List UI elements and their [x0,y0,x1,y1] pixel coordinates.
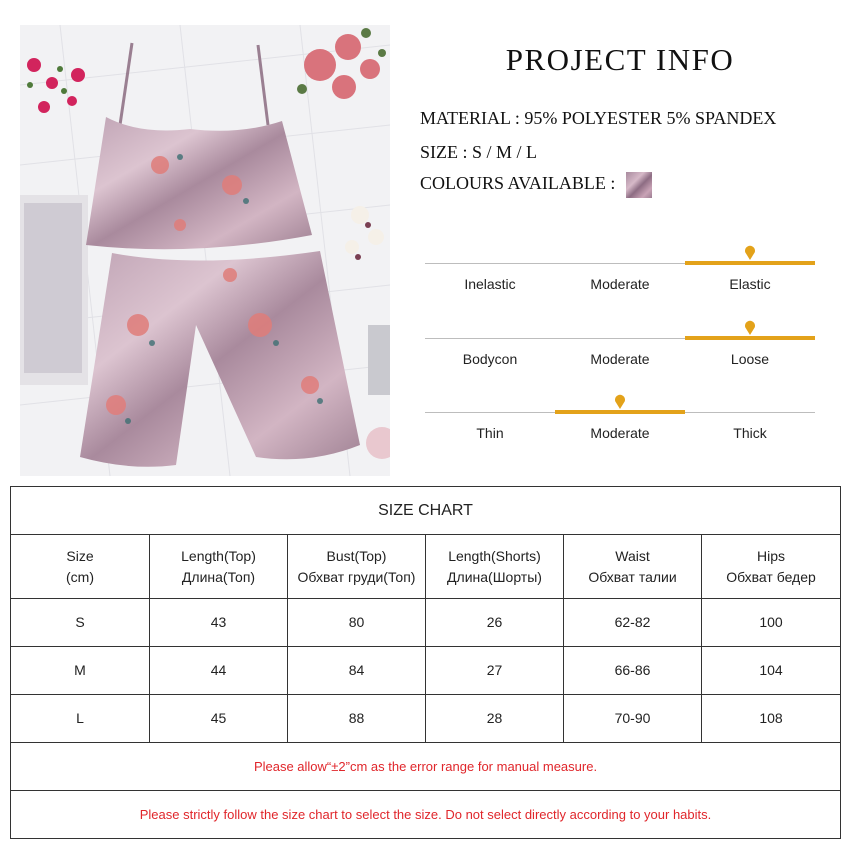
table-cell: 62-82 [564,599,702,647]
colours-label: COLOURS AVAILABLE : [420,173,616,194]
table-cell: 84 [288,647,426,695]
material-label: MATERIAL : [420,108,520,128]
table-row [11,647,841,695]
header-bust-top: Bust(Top) Обхват груди(Топ) [288,535,426,599]
header-hips: Hips Обхват бедер [702,535,841,599]
table-cell: 27 [426,647,564,695]
product-photo [20,25,390,476]
size-line [420,142,537,163]
header-length-shorts: Length(Shorts) Длина(Шорты) [426,535,564,599]
project-info-title: PROJECT INFO [505,42,735,77]
table-cell: 80 [288,599,426,647]
location-pin-icon [744,320,756,335]
table-cell: S [11,599,150,647]
table-cell: 100 [702,599,841,647]
table-cell: 28 [426,695,564,743]
location-pin-icon [614,394,626,409]
scale-label-middle: Moderate [590,351,650,367]
thickness-scale [425,389,815,449]
colour-swatch[interactable] [626,172,652,198]
fit-scale [425,315,815,375]
scale-label-right: Elastic [729,276,771,292]
material-line [420,108,776,129]
size-selection-note: Please strictly follow the size chart to select the size. Do not select directly according to your habits. [11,791,841,839]
table-cell: 43 [150,599,288,647]
scale-highlight [685,336,815,340]
colours-line [420,172,652,198]
table-header-row [11,535,841,599]
table-cell: 26 [426,599,564,647]
table-cell: 45 [150,695,288,743]
scale-label-middle: Moderate [590,276,650,292]
size-chart-table [10,486,841,839]
table-cell: M [11,647,150,695]
table-cell: 88 [288,695,426,743]
table-cell: 44 [150,647,288,695]
scale-label-left: Inelastic [464,276,516,292]
scale-label-left: Bodycon [462,351,518,367]
table-cell: 66-86 [564,647,702,695]
scale-highlight [685,261,815,265]
measurement-error-note: Please allow“±2”cm as the error range for manual measure. [11,743,841,791]
size-chart-title: SIZE CHART [11,487,841,535]
table-cell: L [11,695,150,743]
size-label: SIZE : [420,142,468,162]
header-length-top: Length(Top) Длина(Топ) [150,535,288,599]
scale-label-right: Thick [733,425,767,441]
material-value: 95% POLYESTER 5% SPANDEX [524,108,777,128]
header-waist: Waist Обхват талии [564,535,702,599]
table-cell: 104 [702,647,841,695]
table-row [11,599,841,647]
scale-label-left: Thin [476,425,504,441]
size-value: S / M / L [472,142,538,162]
table-cell: 70-90 [564,695,702,743]
location-pin-icon [744,245,756,260]
scale-label-right: Loose [730,351,770,367]
table-row [11,695,841,743]
table-cell: 108 [702,695,841,743]
header-size: Size (cm) [11,535,150,599]
scale-highlight [555,410,685,414]
elasticity-scale [425,240,815,300]
scale-label-middle: Moderate [590,425,650,441]
